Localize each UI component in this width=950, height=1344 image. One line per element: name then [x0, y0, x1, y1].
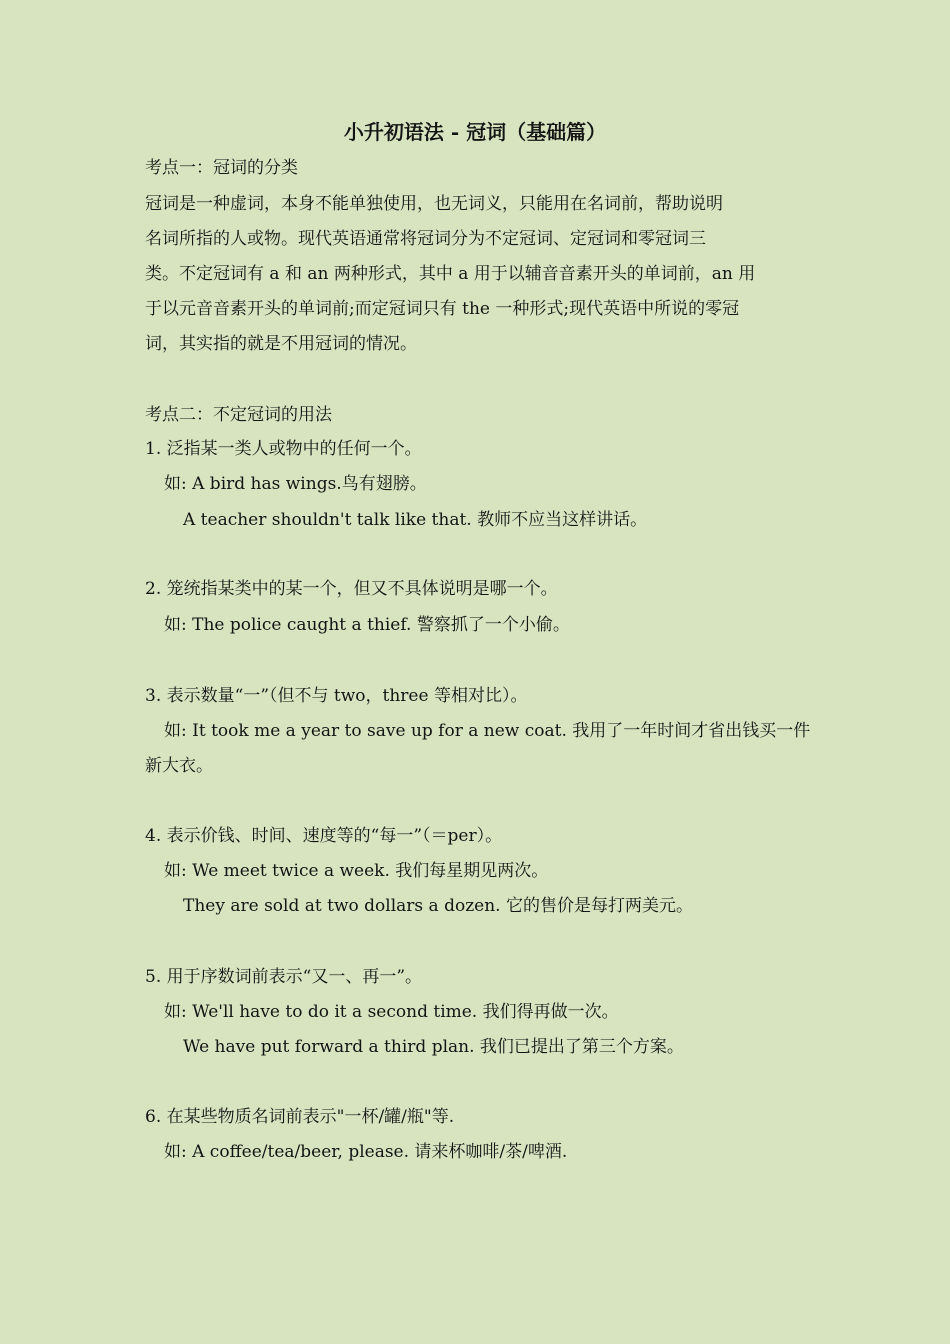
paragraph-line: 类。不定冠词有 a 和 an 两种形式，其中 a 用于以辅音音素开头的单词前，an 用: [145, 264, 756, 284]
rule-item: 1. 泛指某一类人或物中的任何一个。: [145, 439, 422, 459]
section-heading: 考点二：不定冠词的用法: [145, 405, 332, 425]
example-line: We have put forward a third plan. 我们已提出了第三个方案。: [183, 1037, 684, 1057]
example-line: 如: The police caught a thief. 警察抓了一个小偷。: [164, 615, 570, 635]
example-line: 如: It took me a year to save up for a new coat. 我用了一年时间才省出钱买一件: [164, 721, 811, 741]
example-line: They are sold at two dollars a dozen. 它的售价是每打两美元。: [183, 896, 693, 916]
paragraph-line: 于以元音音素开头的单词前;而定冠词只有 the 一种形式;现代英语中所说的零冠: [145, 299, 740, 319]
paragraph-line: 词，其实指的就是不用冠词的情况。: [145, 334, 417, 354]
rule-item: 2. 笼统指某类中的某一个，但又不具体说明是哪一个。: [145, 579, 558, 599]
example-line: 新大衣。: [145, 756, 213, 776]
paragraph-line: 名词所指的人或物。现代英语通常将冠词分为不定冠词、定冠词和零冠词三: [145, 229, 706, 249]
example-line: A teacher shouldn't talk like that. 教师不应当这样讲话。: [183, 510, 648, 530]
section-heading: 考点一：冠词的分类: [145, 158, 298, 178]
document-title: 小升初语法 - 冠词（基础篇）: [343, 120, 607, 144]
example-line: 如: We meet twice a week. 我们每星期见两次。: [164, 861, 549, 881]
example-line: 如: A coffee/tea/beer, please. 请来杯咖啡/茶/啤酒.: [164, 1142, 568, 1162]
rule-item: 6. 在某些物质名词前表示"一杯/罐/瓶"等.: [145, 1107, 455, 1127]
example-line: 如: We'll have to do it a second time. 我们得再做一次。: [164, 1002, 619, 1022]
example-line: 如: A bird has wings.鸟有翅膀。: [164, 474, 427, 494]
rule-item: 4. 表示价钱、时间、速度等的“每一”（＝per）。: [145, 826, 503, 846]
rule-item: 5. 用于序数词前表示“又一、再一”。: [145, 967, 423, 987]
rule-item: 3. 表示数量“一”（但不与 two，three 等相对比）。: [145, 686, 528, 706]
paragraph-line: 冠词是一种虚词，本身不能单独使用，也无词义，只能用在名词前，帮助说明: [145, 194, 723, 214]
